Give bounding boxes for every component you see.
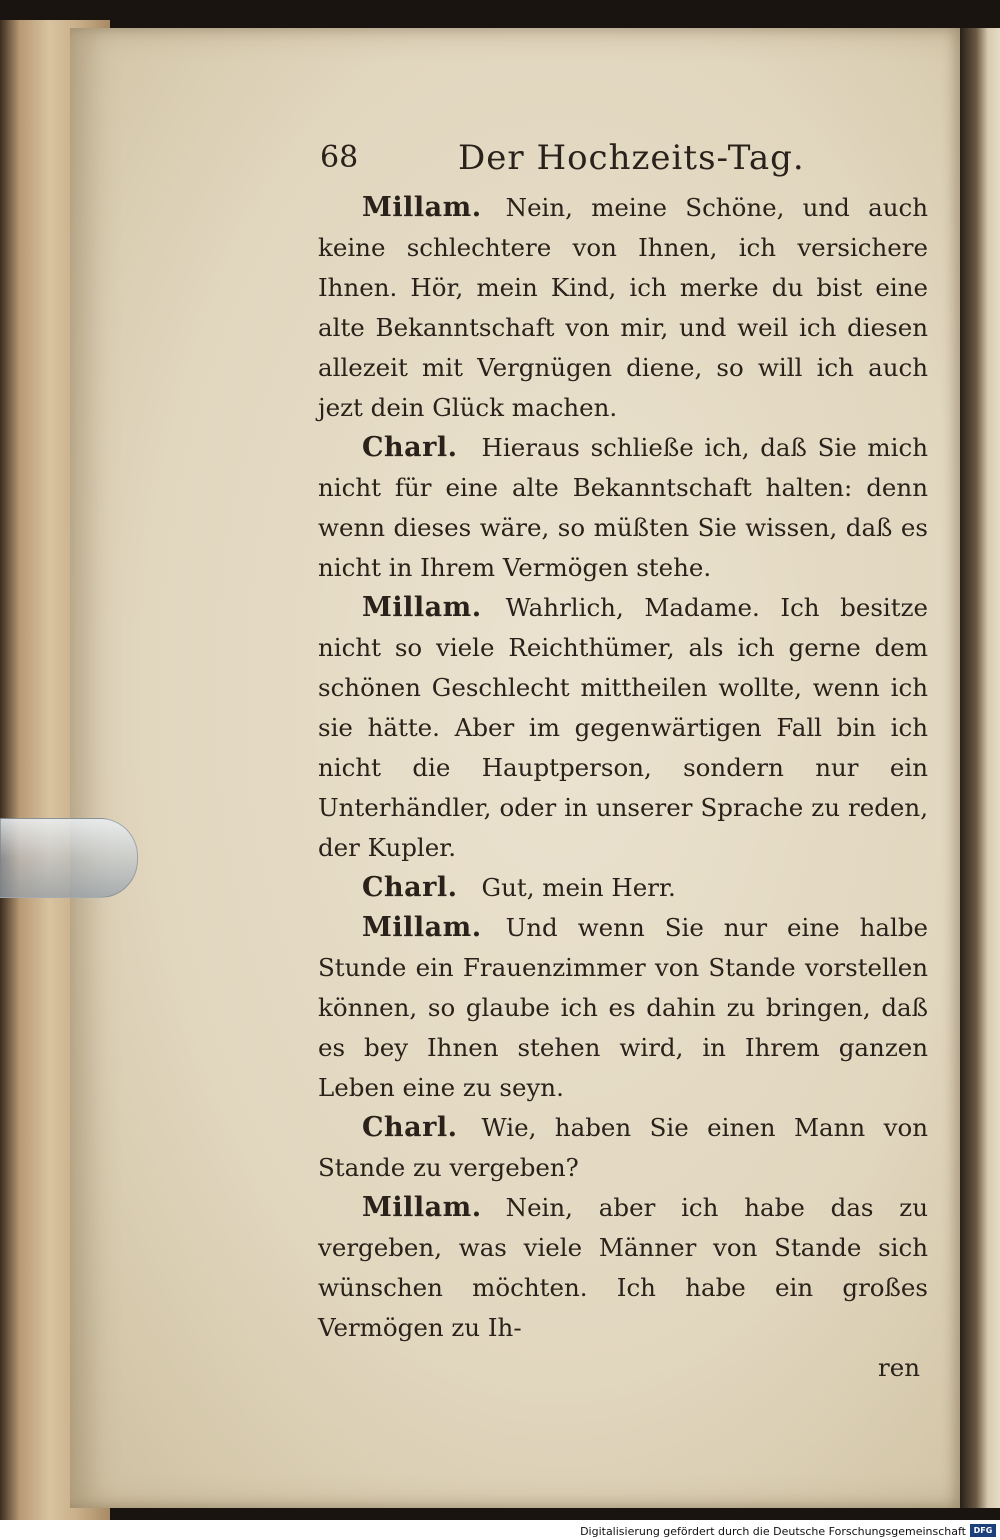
- book-gutter: [960, 28, 1000, 1508]
- speaker-name: Charl.: [362, 1112, 458, 1143]
- speaker-name: Charl.: [362, 872, 458, 903]
- speaker-name: Charl.: [362, 432, 458, 463]
- speech-paragraph: [318, 1188, 928, 1348]
- speech-text: Wie, haben Sie einen Mann von Stande zu vergeben?: [318, 1113, 928, 1182]
- speech-paragraph: [318, 908, 928, 1108]
- running-title: Der Hochzeits-Tag.: [458, 138, 805, 178]
- dfg-logo-icon: DFG: [970, 1524, 996, 1537]
- funding-credit: Digitalisierung gefördert durch die Deutsche Forschungsgemeinschaft: [580, 1525, 966, 1538]
- speaker-name: Millam.: [362, 912, 482, 943]
- catchword: ren: [878, 1353, 920, 1382]
- footer-bar: [0, 1520, 1000, 1540]
- speech-text: Und wenn Sie nur eine halbe Stunde ein Frauenzimmer von Stande vorstellen können, so glaube ich es dahin zu bringen, daß es bey Ihnen stehen wird, in Ihrem ganzen Leben eine zu seyn.: [318, 913, 928, 1102]
- speech-text: Gut, mein Herr.: [481, 873, 676, 902]
- speech-text: Hieraus schließe ich, daß Sie mich nicht für eine alte Bekanntschaft halten: denn wenn dieses wäre, so müßten Sie wissen, daß es nicht in Ihrem Vermögen stehe.: [318, 433, 928, 582]
- page-header: [318, 130, 928, 188]
- speech-text: Nein, aber ich habe das zu vergeben, was viele Männer von Stande sich wünschen möchten. Ich habe ein großes Vermögen zu Ih-: [318, 1193, 928, 1342]
- speaker-name: Millam.: [362, 192, 482, 223]
- page-number: 68: [320, 140, 359, 175]
- speaker-name: Millam.: [362, 1192, 482, 1223]
- speech-paragraph: [318, 188, 928, 428]
- speech-text: Nein, meine Schöne, und auch keine schlechtere von Ihnen, ich versichere Ihnen. Hör, mein Kind, ich merke du bist eine alte Bekanntschaft von mir, und weil ich diesen allezeit mit Vergnügen diene, so will ich auch jezt dein Glück machen.: [318, 193, 928, 422]
- speech-paragraph: [318, 428, 928, 588]
- speech-paragraph: [318, 868, 928, 908]
- speaker-name: Millam.: [362, 592, 482, 623]
- speech-paragraph: [318, 1108, 928, 1188]
- page-clip: [0, 818, 138, 898]
- page-text: [318, 130, 928, 1388]
- speech-text: Wahrlich, Madame. Ich besitze nicht so viele Reichthümer, als ich gerne dem schönen Geschlecht mittheilen wollte, wenn ich sie hätte. Aber im gegenwärtigen Fall bin ich nicht die Hauptperson, sondern nur ein Unterhändler, oder in unserer Sprache zu reden, der Kupler.: [318, 593, 928, 862]
- speech-paragraph: [318, 588, 928, 868]
